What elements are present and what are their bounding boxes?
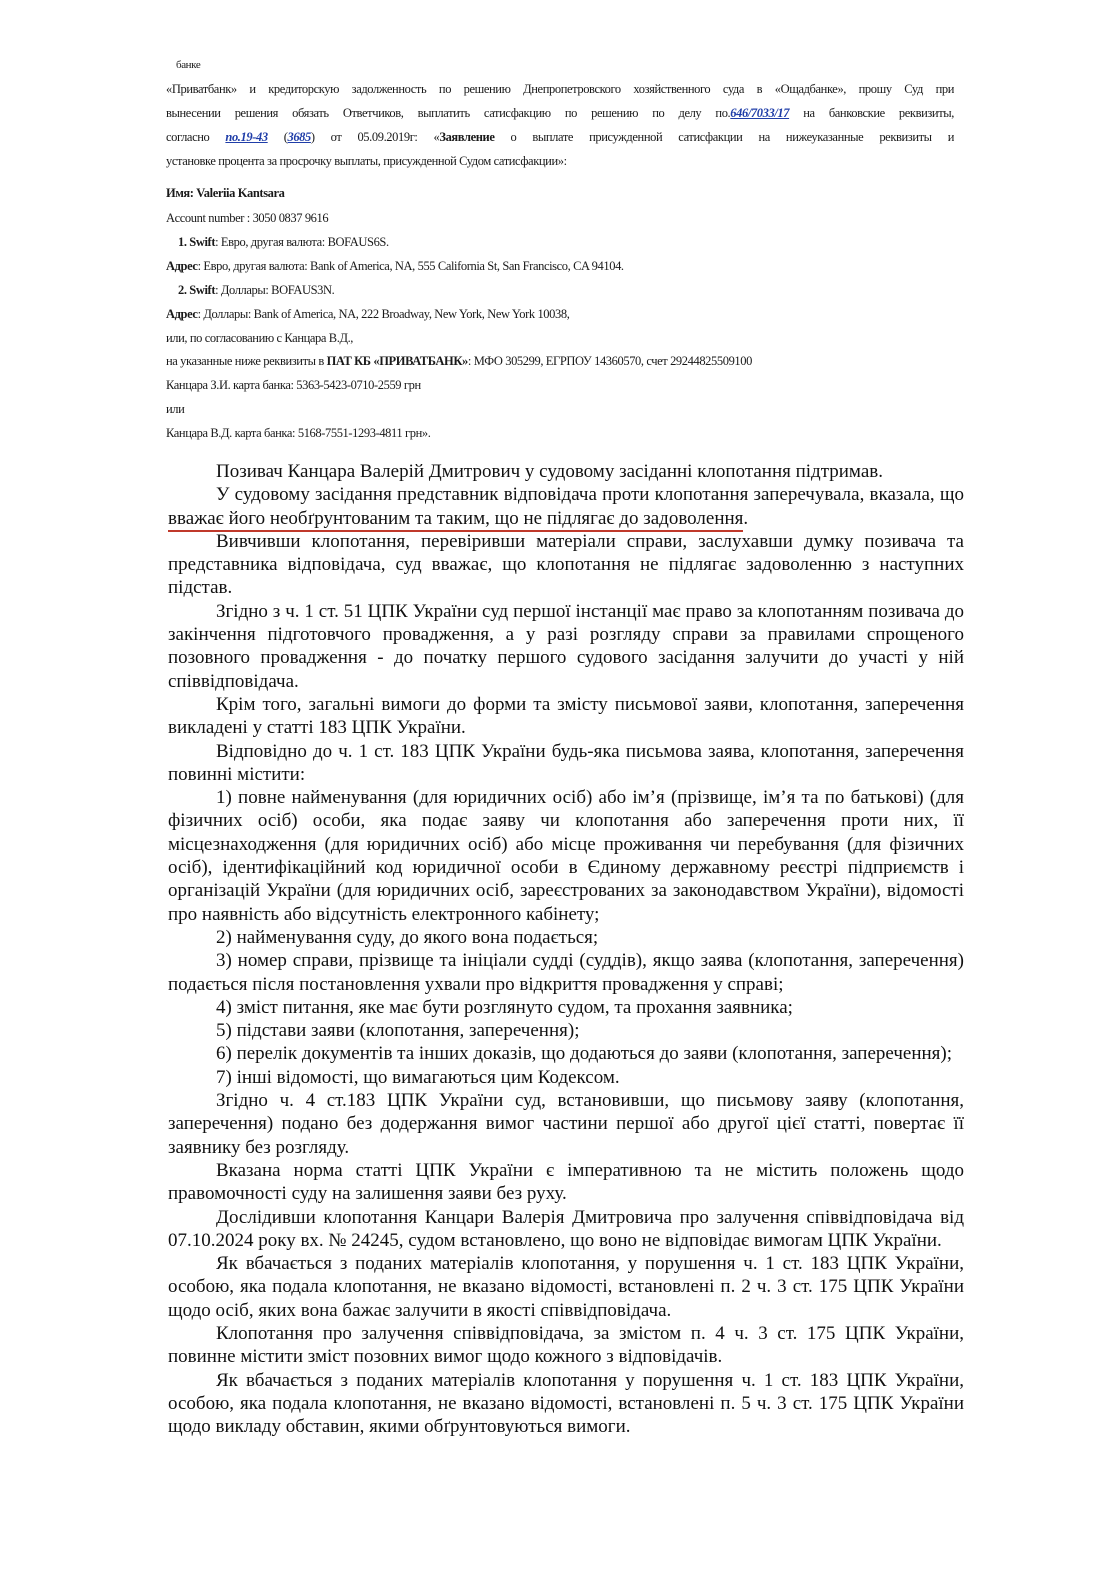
swift-value: : Евро, другая валюта: BOFAUS6S. <box>215 235 389 249</box>
doc-link[interactable]: по.19-43 <box>225 130 268 144</box>
line-statement <box>166 130 954 148</box>
swift-euro <box>178 235 389 250</box>
text-segment: У судовому засідання представник відповідача проти клопотання заперечувала, вказала, що <box>216 484 964 506</box>
text-segment: : МФО 305299, ЕГРПОУ 14360570, счет 29244825509100 <box>467 354 752 368</box>
card-two: Канцара В.Д. карта банка: 5168-7551-1293-4811 грн». <box>166 426 431 440</box>
privatbank-details <box>166 354 752 369</box>
underlined-phrase: вважає його необґрунтованим та таким, що не підлягає до задоволення <box>168 508 743 532</box>
text-segment: ( <box>267 130 288 144</box>
swift-label: 2. Swift <box>178 283 216 297</box>
or-word: или <box>166 402 185 416</box>
account-number: Account number : 3050 0837 9616 <box>166 211 329 225</box>
paragraph <box>168 483 964 530</box>
list-item: 1) повне найменування (для юридичних осіб) або ім’я (прізвище, ім’я та по батькові) (для фізичних осіб) особи, яка подає заяву чи клопотання або заперечення проти них, її місцезнаходження (для юридичних осіб) або місце проживання чи перебування (для фізичних осіб), ідентифікаційний код юридичної особи в Єдиному державному реєстрі підприємств і організацій України (для юридичних осіб, зареєстрованих за законодавством України), відомості про наявність або відсутність електронного кабінету; <box>168 787 964 925</box>
list-item: 4) зміст питання, яке має бути розглянуто судом, та прохання заявника; <box>216 996 793 1018</box>
paragraph: Відповідно до ч. 1 ст. 183 ЦПК України будь-яка письмова заява, клопотання, заперечення повинні містити: <box>168 740 964 785</box>
swift-label: 1. Swift <box>178 235 216 249</box>
paragraph: Як вбачається з поданих матеріалів клопотання у порушення ч. 1 ст. 183 ЦПК України, особою, яка подала клопотання, не вказано відомості, встановлені п. 5 ч. 3 ст. 175 ЦПК України щодо викладу обставин, якими обґрунтовуються вимоги. <box>168 1369 964 1438</box>
address-usd <box>166 307 569 322</box>
list-item: 7) інші відомості, що вимагаються цим Кодексом. <box>216 1066 620 1088</box>
bank-name: ПАТ КБ «ПРИВАТБАНК» <box>326 354 468 368</box>
address-value: : Евро, другая валюта: Bank of America, NA, 555 California St, San Francisco, CA 94104. <box>197 259 624 273</box>
text-segment: на указанные ниже реквизиты в <box>166 354 327 368</box>
text-segment: согласно <box>166 130 226 144</box>
text-segment: ) от 05.09.2019г: « <box>310 130 440 144</box>
text-segment: . <box>743 507 749 529</box>
swift-usd <box>178 283 334 298</box>
paragraph: Дослідивши клопотання Канцари Валерія Дмитровича про залучення співвідповідача від 07.10.2024 року вх. № 24245, судом встановлено, що воно не відповідає вимогам ЦПК України. <box>168 1206 964 1251</box>
address-label: Адрес <box>166 259 198 273</box>
paragraph: Згідно з ч. 1 ст. 51 ЦПК України суд першої інстанції має право за клопотанням позивача до закінчення підготовчого провадження, а у разі розгляду справи за правилами спрощеного позовного провадження - до початку першого судового засідання залучити до участі у ній співвідповідача. <box>168 600 964 692</box>
text-segment: на банковские реквизиты, <box>789 106 954 120</box>
swift-value: : Доллары: BOFAUS3N. <box>215 283 335 297</box>
line-privatbank: «Приватбанк» и кредиторскую задолженность по решению Днепропетровского хозяйственного суда в «Ощадбанке», прошу Суд при <box>166 82 954 96</box>
alternative-note: или, по согласованию с Канцара В.Д., <box>166 331 354 345</box>
list-item: 5) підстави заяви (клопотання, заперечення); <box>216 1020 580 1042</box>
line-case-number <box>166 106 954 124</box>
text-segment: вынесении решения обязать Ответчиков, выплатить сатисфакцию по решению по делу по. <box>166 106 731 120</box>
line-interest: установке процента за просрочку выплаты, присужденной Судом сатисфакции»: <box>166 154 567 168</box>
paragraph: Позивач Канцара Валерій Дмитрович у судовому засіданні клопотання підтримав. <box>216 461 883 482</box>
line-bank: банке <box>176 59 201 71</box>
address-label: Адрес <box>166 307 198 321</box>
card-one: Канцара З.И. карта банка: 5363-5423-0710-2559 грн <box>166 378 421 392</box>
list-item: 2) найменування суду, до якого вона подається; <box>216 926 599 948</box>
paragraph: Як вбачається з поданих матеріалів клопотання, у порушення ч. 1 ст. 183 ЦПК України, особою, яка подала клопотання, не вказано відомості, встановлені п. 2 ч. 3 ст. 175 ЦПК України щодо осіб, яких вона бажає залучити в якості співвідповідача. <box>168 1253 964 1321</box>
paragraph: Вказана норма статті ЦПК України є імперативною та не містить положень щодо правомочності суду на залишення заяви без руху. <box>168 1159 964 1205</box>
address-value: : Доллары: Bank of America, NA, 222 Broadway, New York, New York 10038, <box>197 307 570 321</box>
paragraph: Згідно ч. 4 ст.183 ЦПК України суд, встановивши, що письмову заяву (клопотання, заперечення) подано без додержання вимог частини першої або другої цієї статті, повертає її заявнику без розгляду. <box>168 1090 964 1158</box>
paragraph: Крім того, загальні вимоги до форми та змісту письмової заяви, клопотання, заперечення викладені у статті 183 ЦПК України. <box>168 693 964 739</box>
paragraph: Вивчивши клопотання, перевіривши матеріали справи, заслухавши думку позивача та представника відповідача, суд вважає, що клопотання не підлягає задоволенню з наступних підстав. <box>168 530 964 599</box>
case-link[interactable]: 646/7033/17 <box>730 106 790 120</box>
statement-label: Заявление <box>439 130 495 144</box>
doc-link[interactable]: 3685 <box>287 130 311 144</box>
recipient-name: Имя: Valeriia Kantsara <box>166 186 285 200</box>
list-item: 6) перелік документів та інших доказів, що додаються до заяви (клопотання, заперечення); <box>216 1043 953 1065</box>
list-item: 3) номер справи, прізвище та ініціали судді (суддів), якщо заява (клопотання, заперечення) подається після постановлення ухвали про відкриття провадження у справі; <box>168 950 964 995</box>
address-euro <box>166 259 624 274</box>
paragraph: Клопотання про залучення співвідповідача, за змістом п. 4 ч. 3 ст. 175 ЦПК України, повинне містити зміст позовних вимог щодо кожного з відповідачів. <box>168 1322 964 1368</box>
text-segment: о выплате присужденной сатисфакции на нижеуказанные реквизиты и <box>494 130 954 144</box>
ruling-body <box>168 460 964 1438</box>
